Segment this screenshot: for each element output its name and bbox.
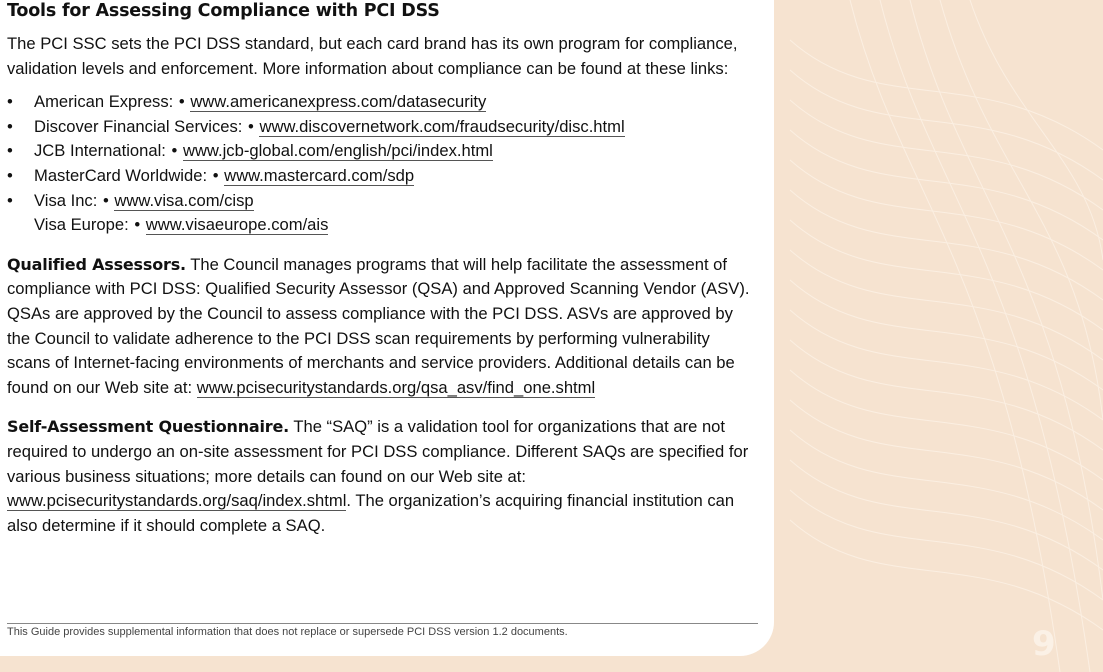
separator-dot: • xyxy=(134,215,141,235)
saq-title: Self-Assessment Questionnaire. xyxy=(7,417,290,437)
saq-paragraph xyxy=(7,415,757,538)
jcb-link[interactable]: www.jcb-global.com/english/pci/index.html xyxy=(182,141,493,161)
link-label: Discover Financial Services: xyxy=(34,116,243,136)
link-label: MasterCard Worldwide: xyxy=(34,165,208,185)
separator-dot: • xyxy=(171,141,178,161)
separator-dot: • xyxy=(178,92,185,112)
link-label: Visa Europe: xyxy=(34,215,129,235)
footer-divider xyxy=(7,623,758,624)
bullet-icon: • xyxy=(7,190,13,210)
compliance-links-list xyxy=(7,90,757,238)
qsa-asv-link[interactable]: www.pcisecuritystandards.org/qsa_asv/find_one.shtml xyxy=(196,377,596,397)
qualified-assessors-paragraph xyxy=(7,253,757,401)
footer-note: This Guide provides supplemental information that does not replace or supersede PCI DSS version 1.2 documents. xyxy=(7,626,568,638)
visa-europe-link[interactable]: www.visaeurope.com/ais xyxy=(145,215,329,235)
separator-dot: • xyxy=(248,116,254,136)
list-item xyxy=(7,164,757,189)
saq-link[interactable]: www.pcisecuritystandards.org/saq/index.shtml xyxy=(7,491,347,511)
saq-body-after: . The organization’s acquiring financial institution can also determine if it should complete a SAQ. xyxy=(7,491,735,535)
link-label: American Express: xyxy=(34,92,174,112)
link-label: Visa Inc: xyxy=(34,190,98,210)
page-content xyxy=(7,0,757,538)
list-item xyxy=(7,189,757,238)
discover-link[interactable]: www.discovernetwork.com/fraudsecurity/disc.html xyxy=(259,116,625,136)
list-item xyxy=(7,90,757,115)
list-item xyxy=(7,139,757,164)
qualified-assessors-title: Qualified Assessors. xyxy=(7,254,186,274)
mastercard-link[interactable]: www.mastercard.com/sdp xyxy=(224,165,415,185)
separator-dot: • xyxy=(212,165,219,185)
american-express-link[interactable]: www.americanexpress.com/datasecurity xyxy=(190,92,487,112)
page-number: 9 xyxy=(1032,624,1056,664)
qualified-assessors-body: The Council manages programs that will help facilitate the assessment of compliance with PCI DSS: Qualified Security Assessor (QSA) and Approved Scanning Vendor (ASV). QSAs are approved by the Council to assess compliance with the PCI DSS. ASVs are approved by the Council to validate adherence to the PCI DSS scan requirements by performing vulnerability scans of Internet-facing environments of merchants and service providers. Additional details can be found on our Web site at: xyxy=(7,254,750,397)
separator-dot: • xyxy=(102,190,109,210)
bullet-icon: • xyxy=(7,116,13,136)
list-item xyxy=(7,115,757,140)
saq-body: The “SAQ” is a validation tool for organizations that are not required to undergo an on-site assessment for PCI DSS compliance. Different SAQs are specified for various business situations; more details can found on our Web site at: xyxy=(7,417,749,486)
bullet-icon: • xyxy=(7,141,13,161)
visa-europe-line xyxy=(34,213,757,238)
visa-link[interactable]: www.visa.com/cisp xyxy=(114,190,254,210)
section-heading: Tools for Assessing Compliance with PCI DSS xyxy=(7,1,440,21)
link-label: JCB International: xyxy=(34,141,166,161)
bullet-icon: • xyxy=(7,165,13,185)
bullet-icon: • xyxy=(7,92,13,112)
intro-paragraph: The PCI SSC sets the PCI DSS standard, but each card brand has its own program for compliance, validation levels and enforcement. More information about compliance can be found at these links: xyxy=(7,34,738,78)
